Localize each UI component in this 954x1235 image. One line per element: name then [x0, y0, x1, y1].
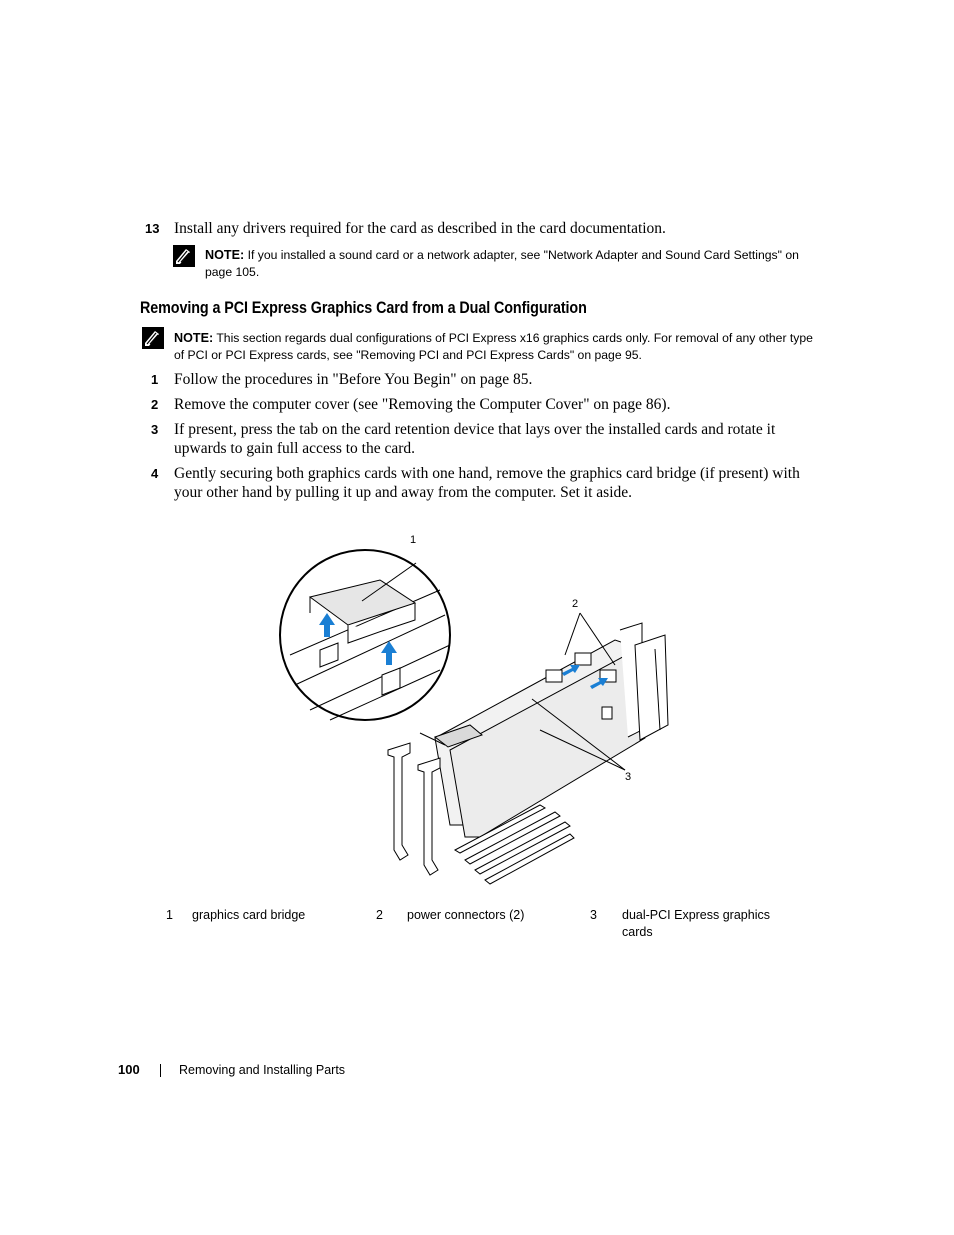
footer-section-title: Removing and Installing Parts: [179, 1063, 346, 1077]
legend-3-number: 3: [590, 908, 597, 922]
graphics-card-figure: [270, 525, 690, 885]
note-1-text: If you installed a sound card or a network adapter, see "Network Adapter and Sound Card Settings" on page 105.: [205, 248, 799, 279]
step-3-number: 3: [151, 422, 159, 437]
section-heading: Removing a PCI Express Graphics Card from a Dual Configuration: [140, 299, 587, 317]
note-pencil-icon: [173, 245, 195, 267]
page-number: 100: [118, 1062, 140, 1077]
step-2-text: Remove the computer cover (see "Removing the Computer Cover" on page 86).: [174, 396, 671, 413]
step-1-text: Follow the procedures in "Before You Begin" on page 85.: [174, 371, 533, 388]
step-4-number: 4: [151, 466, 159, 481]
note-1: [205, 247, 820, 281]
note-1-label: NOTE:: [205, 248, 245, 262]
step-4-text: Gently securing both graphics cards with one hand, remove the graphics card bridge (if present) with your other hand by pulling it up and away from the computer. Set it aside.: [174, 465, 800, 501]
legend-3-label: dual-PCI Express graphics cards: [622, 908, 770, 939]
note-2-label: NOTE:: [174, 331, 214, 345]
note-2: [174, 330, 814, 364]
legend-2-number: 2: [376, 908, 383, 922]
note-2-text: This section regards dual configurations of PCI Express x16 graphics cards only. For removal of any other type of PCI or PCI Express cards, see "Removing PCI and PCI Express Cards" on page 95.: [174, 331, 813, 362]
step-1-number: 1: [151, 372, 159, 387]
legend-1-number: 1: [166, 908, 173, 922]
callout-3: 3: [625, 771, 632, 783]
callout-2: 2: [572, 598, 579, 610]
note-pencil-icon: [142, 327, 164, 349]
callout-1: 1: [410, 534, 417, 546]
step-2-number: 2: [151, 397, 159, 412]
step-13-number: 13: [145, 221, 160, 236]
step-3-text: If present, press the tab on the card retention device that lays over the installed cards and rotate it upwards to gain full access to the card.: [174, 421, 776, 457]
step-13-text: Install any drivers required for the card as described in the card documentation.: [174, 220, 666, 237]
legend-1-label: graphics card bridge: [192, 908, 306, 922]
footer-divider: [160, 1064, 161, 1077]
legend-2-label: power connectors (2): [407, 908, 525, 922]
